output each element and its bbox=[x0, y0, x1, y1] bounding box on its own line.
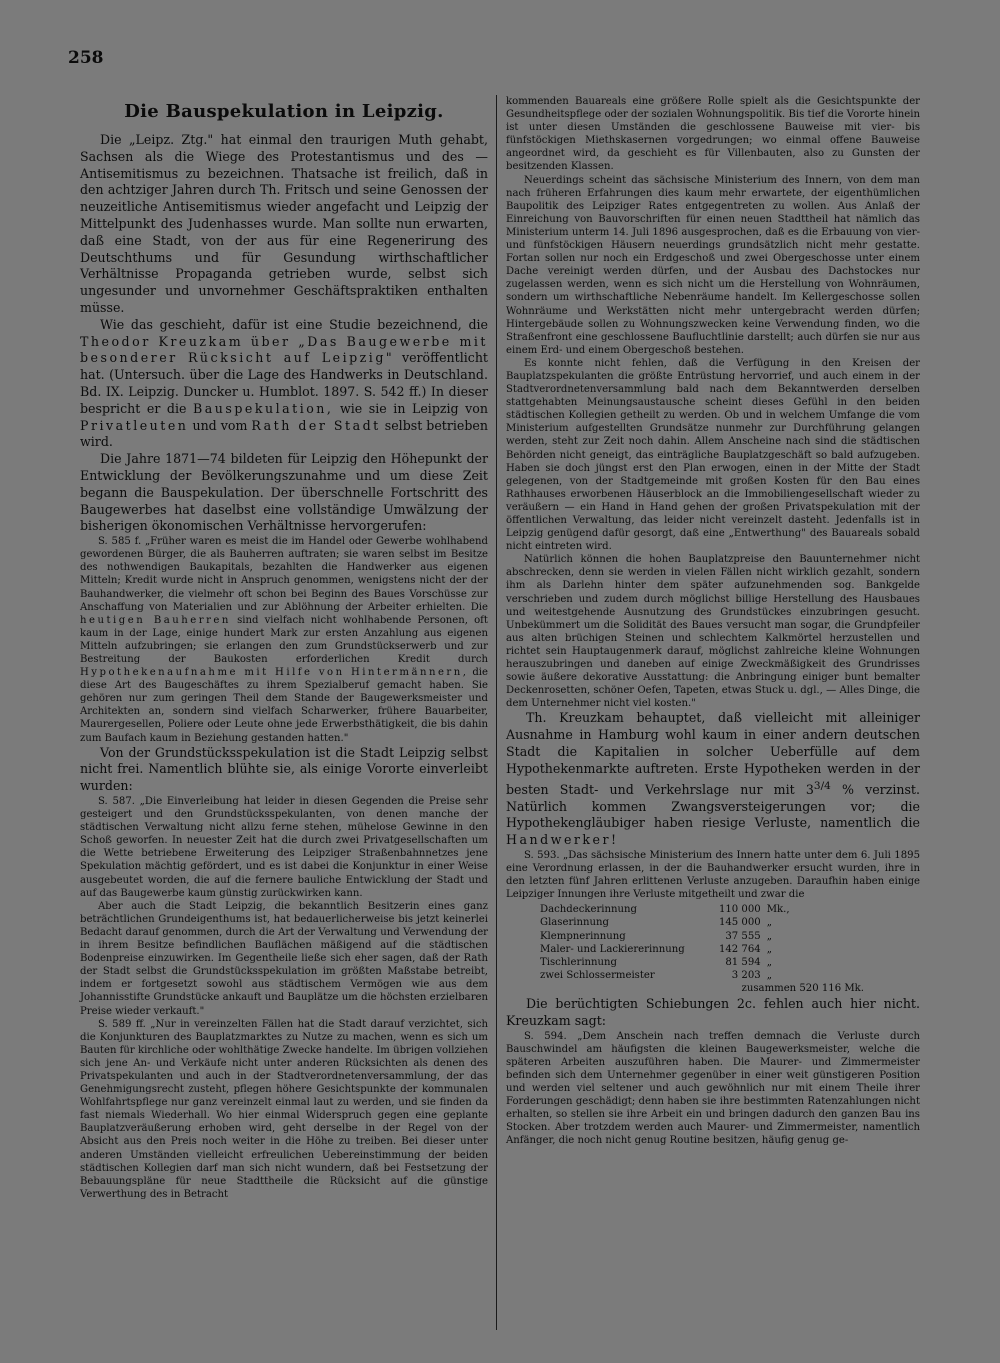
quote-paragraph: Neuerdings scheint das sächsische Ministerium des Innern, von dem man nach früheren Erfahrungen dies kaum mehr erwartete, der eigenthümlichen Baupolitik des Leipziger Rates entgegentreten zu wollen. Aus Anlaß der Einreichung von Bauvorschriften für einen neuen Stadttheil hat nämlich das Ministerium unterm 14. Juli 1896 ausgesprochen, daß es die Erbauung von vier- und fünfstöckigen Häusern neuerdings grundsätzlich nicht mehr gestatte. Fortan sollen nur noch ein Erdgeschoß und zwei Obergeschosse unter einem Dache vereinigt werden dürfen, und der Ausbau des Dachstockes nur zugelassen werden, wenn es sich nicht um die Herstellung von Wohnräumen, sondern um wirthschaftliche Nebenräume handelt. Im Kellergeschosse sollen Wohnräume und Werkstätten nicht mehr untergebracht werden dürfen; Hintergebäude sollen zu Wohnungszwecken keine Verwendung finden, wo die Straßenfront eine geschlossene Baufluchtlinie darstellt; auch dürfen sie nur aus einem Erd- und einem Obergeschoß bestehen. bbox=[506, 174, 920, 356]
loss-name: Dachdeckerinnung bbox=[540, 904, 637, 916]
spaced-text: Theodor Kreuzkam über „Das Baugewerbe mit besonderer Rücksicht auf Leipzig" bbox=[80, 333, 488, 366]
right-column bbox=[506, 95, 920, 1147]
quote-paragraph: Aber auch die Stadt Leipzig, die bekanntlich Besitzerin eines ganz beträchtlichen Grundeigenthums ist, hat bedauerlicherweise bis jetzt keinerlei Bedacht darauf genommen, durch die Art der Verwaltung und Verwendung der in ihrem Besitze befindlichen Bauflächen mäßigend auf die städtischen Bodenpreise einzuwirken. Im Gegentheile ließe sich eher sagen, daß der Rath der Stadt selbst die Grundstücksspekulation im größten Maßstabe betreibt, indem er fortgesetzt sowohl aus städtischem Vermögen wie aus dem Johannisstifte Grundstücke ankauft und Bauplätze um die höchsten erzielbaren Preise wieder verkauft." bbox=[80, 900, 488, 1017]
quote-paragraph: S. 585 f. „Früher waren es meist die im Handel oder Gewerbe wohlhabend gewordenen Bürger, die als Bauherren auftraten; sie waren selbst im Besitze des nothwendigen Baukapitals, bezahlten die Handwerker aus eigenen Mitteln; Kredit wurde nicht in Anspruch genommen, wenigstens nicht der der Bauhandwerker, die vielmehr oft schon bei Beginn des Baues Vorschüsse zur Anschaffung von Materialien und zur Ablöhnung der Arbeiter erhielten. Die heutigen Bauherren sind vielfach nicht wohlhabende Personen, oft kaum in der Lage, einige hundert Mark zur ersten Anzahlung aus eigenen Mitteln aufzubringen; sie erlangen den zum Grundstückserwerb und zur Bestreitung der Baukosten erforderlichen Kredit durch Hypothekenaufnahme mit Hilfe von Hintermännern, die diese Art des Baugeschäftes zu ihrem Spezialberuf gemacht haben. Sie gehören nur zum geringen Theil dem Stande der Baugewerksmeister und Architekten an, sondern sind vielfach Scharwerker, frühere Bauarbeiter, Maurergesellen, Poliere oder Leute ohne jede Erwerbsthätigkeit, die bis dahin zum Baufach kaum in Beziehung gestanden hatten." bbox=[80, 536, 488, 744]
fraction: 3/4 bbox=[813, 779, 831, 792]
loss-value: 110 000 bbox=[718, 904, 761, 916]
spaced-text: Bauspekulation, bbox=[193, 400, 334, 416]
losses-total: zusammen 520 116 Mk. bbox=[741, 982, 864, 994]
table-row bbox=[540, 916, 790, 929]
paragraph: Die berüchtigten Schiebungen 2c. fehlen auch hier nicht. Kreuzkam sagt: bbox=[506, 995, 920, 1028]
quote-paragraph: S. 589 ff. „Nur in vereinzelten Fällen hat die Stadt darauf verzichtet, sich die Konjunkturen des Bauplatzmarktes zu Nutze zu machen, wenn es sich um Bauten für kirchliche oder wohlthätige Zwecke handelte. Im übrigen vollziehen sich jene An- und Verkäufe nicht unter anderen Rücksichten als denen des Privatspekulanten und auch in der Stadtverordnetenversammlung, der das Genehmigungsrecht zusteht, pflegen höhere Gesichtspunkte der kommunalen Wohlfahrtspflege nur ganz vereinzelt einmal laut zu werden, und sie finden da fast niemals Wiederhall. Wo hier einmal Widerspruch gegen eine geplante Bauplatzveräußerung erhoben wird, geht derselbe in der Regel von der Absicht aus den Preis noch weiter in die Höhe zu treiben. Bei dieser unter anderen Umständen vielleicht erfreulichen Uebereinstimmung der beiden städtischen Kollegien darf man sich nicht wundern, daß bei Festsetzung der Bebauungspläne für neue Stadttheile die Rücksicht auf die günstige Verwerthung des in Betracht bbox=[80, 1018, 488, 1200]
quote-paragraph: kommenden Bauareals eine größere Rolle spielt als die Gesichtspunkte der Gesundheitspflege oder der sozialen Wohnungspolitik. Bis tief die Vororte hinein ist unter diesen Umständen die geschlossene Bauweise mit vier- bis fünfstöckigen Miethskasernen vorgedrungen; wo einmal offene Bauweise angeordnet wird, da geschieht es für Villenbauten, also zu Gunsten der besitzenden Klassen. bbox=[506, 96, 920, 173]
spaced-text: Privatleuten bbox=[80, 417, 189, 433]
quote-paragraph: Natürlich können die hohen Bauplatzpreise den Bauunternehmer nicht abschrecken, denn sie werden in vielen Fällen nicht wirklich gezahlt, sondern ihm als Darlehn hinter dem später aufzunehmenden sog. Bankgelde verschrieben und zudem durch möglichst billige Herstellung des Hausbaues und weitestgehende Ausnutzung des Grundstückes einzubringen gesucht. Unbekümmert um die Solidität des Baues versucht man sogar, die Grundpfeiler aus alten brüchigen Steinen und schlechtem Kalkmörtel herzustellen und richtet sein Hauptaugenmerk darauf, möglichst zahlreiche kleine Wohnungen herauszubringen und daneben auf einige Zweckmäßigkeit des Grundrisses sowie äußere dekorative Ausstattung: die Anbringung einiger bunt bemalter Deckenrosetten, schöner Oefen, Tapeten, etwas Stuck u. dgl., — Alles Dinge, die dem Unternehmer nicht viel kosten." bbox=[506, 554, 920, 710]
loss-value: 3 203 bbox=[731, 969, 761, 981]
table-row bbox=[540, 903, 790, 916]
loss-unit: „ bbox=[766, 943, 772, 955]
quote-paragraph: Es konnte nicht fehlen, daß die Verfügung in den Kreisen der Bauplatzspekulanten die größte Entrüstung hervorrief, und auch einem in der Stadtverordnetenversammlung bald nach dem Bekanntwerden derselben stattgehabten Meinungsaustausche scheint dieses Gefühl in den beiden städtischen Kollegien getheilt zu werden. Ob und in welchem Umfange die vom Ministerium aufgestellten Grundsätze nunmehr zur Durchführung gelangen werden, steht zur Zeit noch dahin. Allem Anscheine nach sind die städtischen Behörden nicht geneigt, das einträgliche Bauplatzgeschäft so bald aufzugeben. Haben sie doch jüngst erst den Plan erwogen, einen in der Mitte der Stadt gelegenen, von der Stadtgemeinde mit großen Kosten für den Bau eines Rathhauses erworbenen Häuserblock an die Immobiliengesellschaft wieder zu veräußern — ein Hand in Hand gehen der großen Privatspekulation mit der öffentlichen Verwaltung, das leider nicht vereinzelt dasteht. Jedenfalls ist in Leipzig genügend dafür gesorgt, daß eine „Entwerthung" des Bauareals sobald nicht eintreten wird. bbox=[506, 357, 920, 553]
quote-paragraph: S. 594. „Dem Anschein nach treffen demnach die Verluste durch Bauschwindel am häufigsten die kleinen Baugewerksmeister, welche die späteren Arbeiten auszuführen haben. Die Maurer- und Zimmermeister befinden sich dem Unternehmer gegenüber in einer weit günstigeren Position und werden viel seltener und auch gewöhnlich nur mit einem Theile ihrer Forderungen geschädigt; denn haben sie ihre bestimmten Ratenzahlungen nicht erhalten, so stellen sie ihre Arbeit ein und bringen dadurch den ganzen Bau ins Stocken. Aber trotzdem werden auch Maurer- und Zimmermeister, namentlich Anfänger, die noch nicht genug Routine besitzen, häufig genug ge- bbox=[506, 1030, 920, 1147]
loss-unit: Mk., bbox=[766, 904, 790, 916]
table-row bbox=[540, 969, 790, 982]
paragraph: Wie das geschieht, dafür ist eine Studie bezeichnend, die Theodor Kreuzkam über „Das Baugewerbe mit besonderer Rücksicht auf Leipzig" veröffentlicht hat. (Untersuch. über die Lage des Handwerks in Deutschland. Bd. IX. Leipzig. Duncker u. Humblot. 1897. S. 542 ff.) In dieser bespricht er die Bauspekulation, wie sie in Leipzig von Privatleuten und vom Rath der Stadt selbst betrieben wird. bbox=[80, 316, 488, 450]
loss-unit: „ bbox=[766, 969, 772, 981]
loss-name: Glaserinnung bbox=[540, 917, 609, 929]
table-row bbox=[540, 930, 790, 943]
table-row bbox=[540, 943, 790, 956]
page-number: 258 bbox=[68, 48, 104, 68]
loss-unit: „ bbox=[766, 930, 772, 942]
table-row bbox=[540, 956, 790, 969]
paragraph: Von der Grundstücksspekulation ist die Stadt Leipzig selbst nicht frei. Namentlich blühte sie, als einige Vororte einverleibt wurden: bbox=[80, 744, 488, 794]
paragraph: Die „Leipz. Ztg." hat einmal den traurigen Muth gehabt, Sachsen als die Wiege des Protestantismus und des — Antisemitismus zu bezeichnen. Thatsache ist freilich, daß in den achtziger Jahren durch Th. Fritsch und seine Genossen der neuzeitliche Antisemitismus wieder angefacht und Leipzig der Mittelpunkt des Judenhasses wurde. Man sollte nun erwarten, daß eine Stadt, von der aus für eine Regenerirung des Deutschthums und für Gesundung wirthschaftlicher Verhältnisse Propaganda getrieben wurde, selbst sich ungesunder und unvornehmer Geschäftspraktiken enthalten müsse. bbox=[80, 132, 488, 315]
column-divider bbox=[496, 95, 497, 1330]
loss-unit: „ bbox=[766, 917, 772, 929]
loss-value: 37 555 bbox=[725, 930, 761, 942]
loss-name: Klempnerinnung bbox=[540, 930, 626, 942]
loss-name: Tischlerinnung bbox=[540, 956, 618, 968]
losses-table bbox=[540, 903, 790, 982]
loss-value: 142 764 bbox=[718, 943, 761, 955]
left-column bbox=[80, 95, 488, 1201]
loss-value: 81 594 bbox=[725, 956, 761, 968]
loss-name: zwei Schlossermeister bbox=[540, 969, 655, 981]
loss-value: 145 000 bbox=[718, 917, 761, 929]
loss-name: Maler- und Lackiererinnung bbox=[540, 943, 685, 955]
article-title: Die Bauspekulation in Leipzig. bbox=[124, 101, 444, 122]
quote-paragraph: S. 593. „Das sächsische Ministerium des Innern hatte unter dem 6. Juli 1895 eine Verordnung erlassen, in der die Bauhandwerker ersucht wurden, ihre in den letzten fünf Jahren erlittenen Verluste anzugeben. Daraufhin haben einige Leipziger Innungen ihre Verluste mitgetheilt und zwar die bbox=[506, 849, 920, 901]
paragraph: Die Jahre 1871—74 bildeten für Leipzig den Höhepunkt der Entwicklung der Bevölkerungszunahme und um diese Zeit begann die Bauspekulation. Der überschnelle Fortschritt des Baugewerbes hat daselbst eine vollständige Umwälzung der bisherigen ökonomischen Verhältnisse hervorgerufen: bbox=[80, 451, 488, 534]
spaced-text: Rath der Stadt bbox=[251, 417, 381, 433]
loss-unit: „ bbox=[766, 956, 772, 968]
spaced-text: Hypothekenaufnahme mit Hilfe von Hintermännern, bbox=[80, 667, 469, 679]
paragraph: Th. Kreuzkam behauptet, daß vielleicht mit alleiniger Ausnahme in Hamburg wohl kaum in einer andern deutschen Stadt die Kapitalien in solcher Ueberfülle auf dem Hypothekenmarkte auftreten. Erste Hypotheken werden in der besten Stadt- und Verkehrslage nur mit $3^{3/4}$ % verzinst. Natürlich kommen Zwangsversteigerungen vor; die Hypothekengläubiger haben riesige Verluste, namentlich die Handwerker! bbox=[506, 710, 920, 848]
spaced-text: Handwerker! bbox=[506, 832, 619, 848]
quote-paragraph: S. 587. „Die Einverleibung hat leider in diesen Gegenden die Preise sehr gesteigert und den Grundstücksspekulanten, von denen manche der städtischen Verwaltung nicht allzu ferne stehen, mühelose Gewinne in den Schoß geworfen. In neuester Zeit hat die durch zwei Privatgesellschaften um die Wette betriebene Erweiterung des Leipziger Straßenbahnnetzes jene Spekulation mächtig gefördert, und es ist dabei die Konjunktur in einer Weise ausgebeutet worden, die auf die fernere bauliche Entwicklung der Stadt und auf das Baugewerbe kaum günstig zurückwirken kann. bbox=[80, 796, 488, 899]
spaced-text: heutigen Bauherren bbox=[80, 614, 231, 626]
